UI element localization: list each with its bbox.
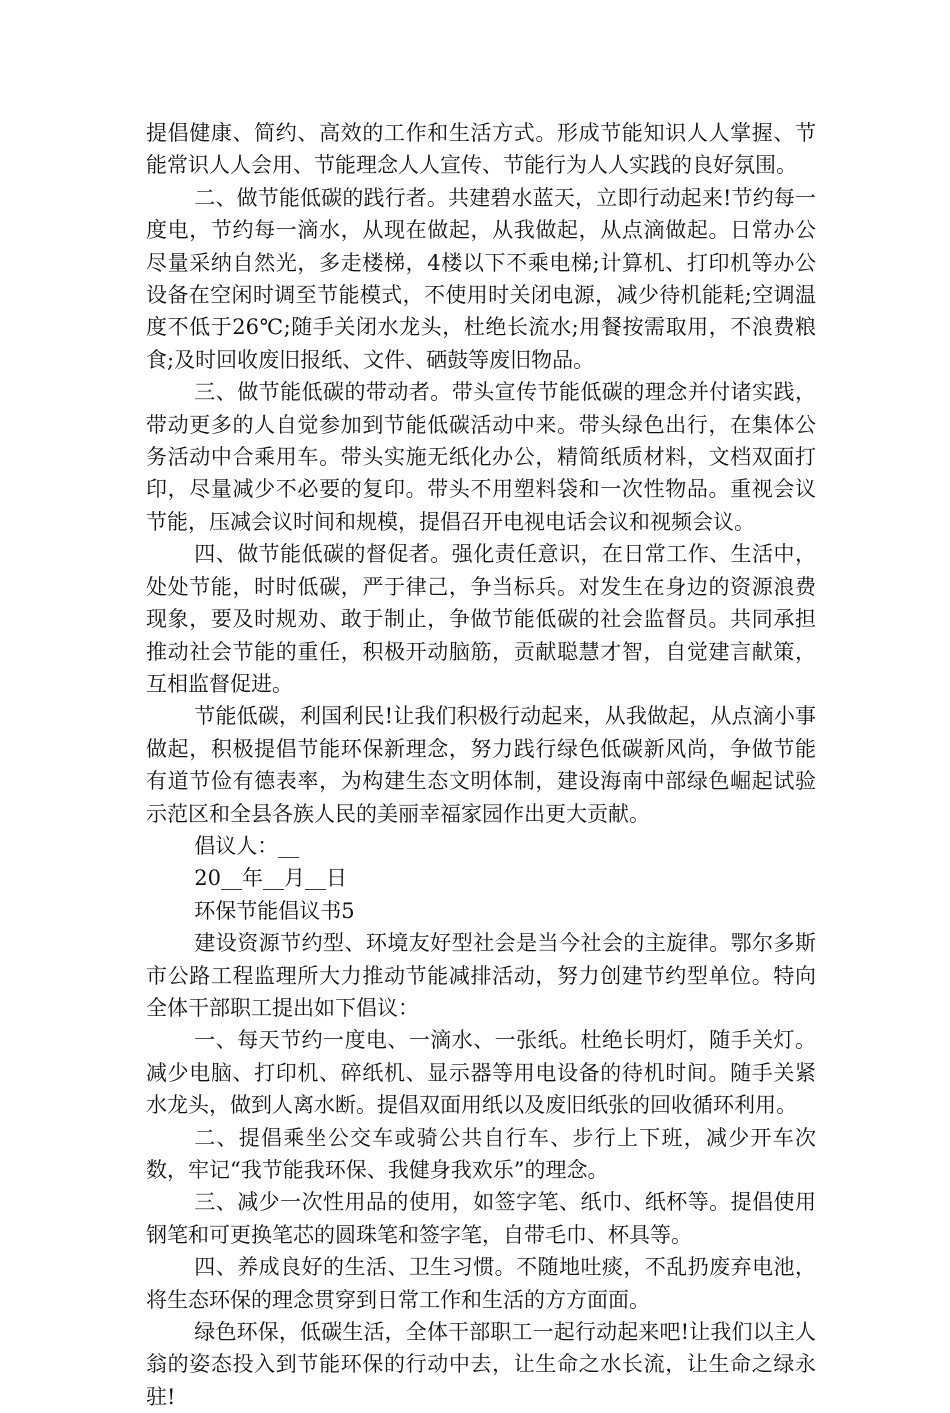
paragraph-proposal-intro: 建设资源节约型、环境友好型社会是当今社会的主旋律。鄂尔多斯市公路工程监理所大力推动节能减排活动，努力创建节约型单位。特向全体干部职工提出如下倡议： [146, 931, 816, 1020]
paragraph-practice: 二、做节能低碳的践行者。共建碧水蓝天，立即行动起来!节约每一度电，节约每一滴水，从现在做起，从我做起，从点滴做起。日常办公尽量采纳自然光，多走楼梯，4楼以下不乘电梯;计算机、打印机等办公设备在空闲时调至节能模式，不使用时关闭电源，减少待机能耗;空调温度不低于26℃;随手关闭水龙头，杜绝长流水;用餐按需取用，不浪费粮食;及时回收废旧报纸、文件、硒鼓等废旧物品。 [146, 185, 816, 372]
paragraph-proposal-2: 二、提倡乘坐公交车或骑公共自行车、步行上下班，减少开车次数，牢记“我节能我环保、我健身我欢乐”的理念。 [146, 1125, 816, 1182]
paragraph-intro-tail: 提倡健康、简约、高效的工作和生活方式。形成节能知识人人掌握、节能常识人人会用、节能理念人人宣传、节能行为人人实践的良好氛围。 [146, 121, 816, 178]
paragraph-proposal-closing: 绿色环保，低碳生活，全体干部职工一起行动起来吧!让我们以主人翁的姿态投入到节能环保的行动中去，让生命之水长流，让生命之绿永驻! [146, 1320, 816, 1409]
paragraph-closing: 节能低碳，利国利民!让我们积极行动起来，从我做起，从点滴小事做起，积极提倡节能环保新理念，努力践行绿色低碳新风尚，争做节能有道节俭有德表率，为构建生态文明体制，建设海南中部绿色崛起试验示范区和全县各族人民的美丽幸福家园作出更大贡献。 [146, 704, 816, 826]
document-page [146, 117, 816, 1413]
paragraph-proposal-3: 三、减少一次性用品的使用，如签字笔、纸巾、纸杯等。提倡使用钢笔和可更换笔芯的圆珠笔和签字笔，自带毛巾、杯具等。 [146, 1190, 816, 1247]
paragraph-supervise: 四、做节能低碳的督促者。强化责任意识，在日常工作、生活中，处处节能，时时低碳，严于律己，争当标兵。对发生在身边的资源浪费现象，要及时规劝、敢于制止，争做节能低碳的社会监督员。共同承担推动社会节能的重任，积极开动脑筋，贡献聪慧才智，自觉建言献策，互相监督促进。 [146, 542, 816, 696]
paragraph-lead: 三、做节能低碳的带动者。带头宣传节能低碳的理念并付诸实践，带动更多的人自觉参加到节能低碳活动中来。带头绿色出行，在集体公务活动中合乘用车。带头实施无纸化办公，精简纸质材料，文档双面打印，尽量减少不必要的复印。带头不用塑料袋和一次性物品。重视会议节能，压减会议时间和规模，提倡召开电视电话会议和视频会议。 [146, 380, 816, 534]
paragraph-proposal-4: 四、养成良好的生活、卫生习惯。不随地吐痰，不乱扔废弃电池，将生态环保的理念贯穿到日常工作和生活的方方面面。 [146, 1255, 816, 1312]
section-title: 环保节能倡议书5 [194, 898, 355, 923]
paragraph-proposal-1: 一、每天节约一度电、一滴水、一张纸。杜绝长明灯，随手关灯。减少电脑、打印机、碎纸机、显示器等用电设备的待机时间。随手关紧水龙头，做到人离水断。提倡双面用纸以及废旧纸张的回收循环利用。 [146, 1028, 816, 1118]
signature-initiator: 倡议人：__ [194, 833, 300, 858]
signature-date: 20__年__月__日 [194, 866, 348, 891]
